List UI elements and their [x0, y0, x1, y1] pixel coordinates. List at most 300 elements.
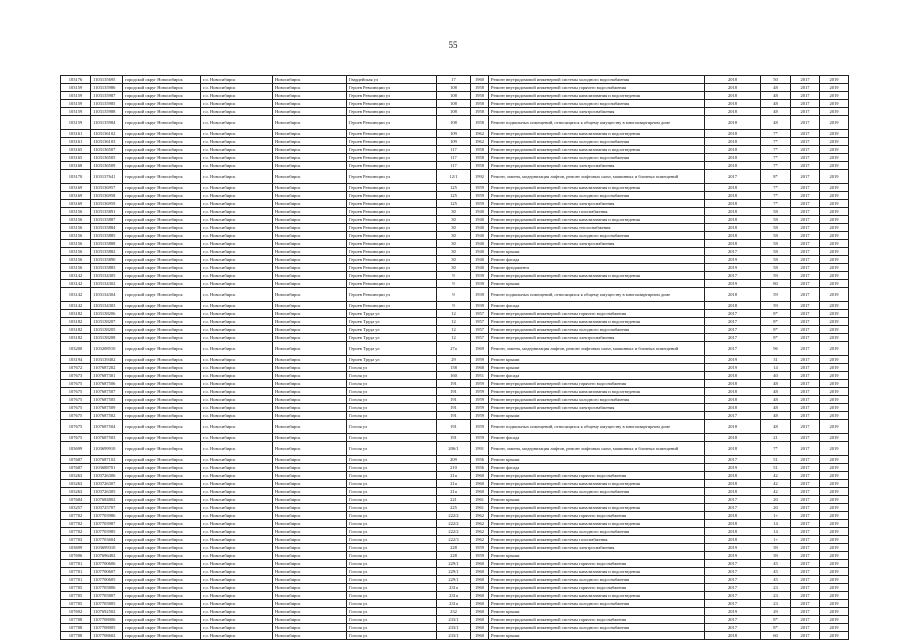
street-cell: Гоголя ул — [347, 456, 437, 464]
build-year-cell: 1959 — [471, 552, 489, 560]
value-cell: 21 — [761, 434, 791, 442]
period-start-cell: 2017 — [791, 434, 820, 442]
street-cell: Героев Революции ул — [347, 208, 437, 216]
row-number-cell: 107675 — [61, 412, 91, 420]
build-year-cell: 1960 — [471, 584, 489, 592]
municipality-cell: городской округ Новосибирск — [123, 288, 201, 302]
municipality-cell: городской округ Новосибирск — [123, 170, 201, 184]
row-number-cell: 107708 — [61, 616, 91, 624]
work-code-cell: 1107703986 — [91, 512, 123, 520]
row-number-cell: 107684 — [61, 496, 91, 504]
row-number-cell: 107705 — [61, 592, 91, 600]
work-code-cell: 1103726306 — [91, 472, 123, 480]
house-number-cell: 232 — [437, 608, 471, 616]
work-type-cell: Ремонт внутридомовой инженерной системы электроснабжения — [489, 544, 705, 552]
city-cell: Новосибирск — [273, 146, 347, 154]
table-row — [61, 404, 849, 412]
municipality-cell: городской округ Новосибирск — [123, 624, 201, 632]
settlement-cell: г.о. Новосибирск — [201, 592, 273, 600]
city-cell: Новосибирск — [273, 576, 347, 584]
table-row — [61, 496, 849, 504]
city-cell: Новосибирск — [273, 560, 347, 568]
period-end-cell: 2019 — [820, 84, 849, 92]
build-year-cell: 1968 — [471, 364, 489, 372]
work-code-cell: 1103138205 — [91, 326, 123, 334]
work-type-cell: Ремонт внутридомовой инженерной системы канализования и водоотведения — [489, 388, 705, 396]
street-cell: Героев Революции ул — [347, 138, 437, 146]
table-row — [61, 512, 849, 520]
period-start-cell: 2017 — [791, 624, 820, 632]
city-cell: Новосибирск — [273, 608, 347, 616]
period-end-cell: 2019 — [820, 280, 849, 288]
row-number-cell: 103156 — [61, 240, 91, 248]
city-cell: Новосибирск — [273, 272, 347, 280]
period-end-cell: 2019 — [820, 302, 849, 310]
table-row — [61, 412, 849, 420]
municipality-cell: городской округ Новосибирск — [123, 192, 201, 200]
planned-year-cell: 2018 — [705, 380, 761, 388]
period-end-cell: 2019 — [820, 310, 849, 318]
period-end-cell: 2019 — [820, 326, 849, 334]
value-cell: 1+ — [761, 536, 791, 544]
municipality-cell: городской округ Новосибирск — [123, 92, 201, 100]
municipality-cell: городской округ Новосибирск — [123, 456, 201, 464]
planned-year-cell: 2017 — [705, 248, 761, 256]
settlement-cell: г.о. Новосибирск — [201, 396, 273, 404]
row-number-cell: 103165 — [61, 154, 91, 162]
settlement-cell: г.о. Новосибирск — [201, 600, 273, 608]
street-cell: Гоголя ул — [347, 608, 437, 616]
settlement-cell: г.о. Новосибирск — [201, 100, 273, 108]
municipality-cell: городской округ Новосибирск — [123, 584, 201, 592]
settlement-cell: г.о. Новосибирск — [201, 488, 273, 496]
settlement-cell: г.о. Новосибирск — [201, 232, 273, 240]
house-number-cell: 233/1 — [437, 616, 471, 624]
period-start-cell: 2017 — [791, 412, 820, 420]
table-row — [61, 200, 849, 208]
value-cell: 48 — [761, 92, 791, 100]
house-number-cell: 30 — [437, 232, 471, 240]
work-type-cell: Ремонт внутридомовой инженерной системы холодного водоснабжения — [489, 192, 705, 200]
work-code-cell: 1107700605 — [91, 576, 123, 584]
period-start-cell: 2017 — [791, 592, 820, 600]
city-cell: Новосибирск — [273, 108, 347, 116]
work-type-cell: Ремонт крыши — [489, 552, 705, 560]
work-code-cell: 1103135988 — [91, 108, 123, 116]
period-start-cell: 2017 — [791, 544, 820, 552]
municipality-cell: городской округ Новосибирск — [123, 528, 201, 536]
table-row — [61, 318, 849, 326]
municipality-cell: городской округ Новосибирск — [123, 412, 201, 420]
municipality-cell: городской округ Новосибирск — [123, 130, 201, 138]
period-start-cell: 2017 — [791, 288, 820, 302]
municipality-cell: городской округ Новосибирск — [123, 372, 201, 380]
work-code-cell: 1103134305 — [91, 272, 123, 280]
row-number-cell: 103169 — [61, 192, 91, 200]
city-cell: Новосибирск — [273, 76, 347, 84]
planned-year-cell: 2018 — [705, 434, 761, 442]
work-type-cell: Ремонт внутридомовой инженерной системы электроснабжения — [489, 240, 705, 248]
municipality-cell: городской округ Новосибирск — [123, 488, 201, 496]
street-cell: Гоголя ул — [347, 472, 437, 480]
city-cell: Новосибирск — [273, 310, 347, 318]
street-cell: Гоголя ул — [347, 616, 437, 624]
house-number-cell: 109 — [437, 130, 471, 138]
work-type-cell: Ремонт крыши — [489, 248, 705, 256]
period-end-cell: 2019 — [820, 100, 849, 108]
city-cell: Новосибирск — [273, 84, 347, 92]
build-year-cell: 1940 — [471, 208, 489, 216]
period-start-cell: 2017 — [791, 520, 820, 528]
table-row — [61, 76, 849, 84]
row-number-cell: 107702 — [61, 520, 91, 528]
build-year-cell: 1961 — [471, 504, 489, 512]
period-end-cell: 2019 — [820, 480, 849, 488]
municipality-cell: городской округ Новосибирск — [123, 108, 201, 116]
table-body — [61, 76, 849, 640]
city-cell: Новосибирск — [273, 600, 347, 608]
work-type-cell: Ремонт внутридомовой инженерной системы канализования и водоотведения — [489, 318, 705, 326]
work-code-cell: 1103137641 — [91, 170, 123, 184]
build-year-cell: 1960 — [471, 568, 489, 576]
build-year-cell: 1960 — [471, 608, 489, 616]
work-type-cell: Ремонт внутридомовой инженерной системы горячего водоснабжения — [489, 584, 705, 592]
city-cell: Новосибирск — [273, 488, 347, 496]
build-year-cell: 1959 — [471, 404, 489, 412]
house-number-cell: 231а — [437, 600, 471, 608]
period-end-cell: 2019 — [820, 456, 849, 464]
settlement-cell: г.о. Новосибирск — [201, 248, 273, 256]
table-row — [61, 480, 849, 488]
build-year-cell: 1940 — [471, 256, 489, 264]
work-type-cell: Ремонт внутридомовой инженерной системы холодного водоснабжения — [489, 488, 705, 496]
build-year-cell: 1960 — [471, 576, 489, 584]
city-cell: Новосибирск — [273, 302, 347, 310]
house-number-cell: 17 — [437, 76, 471, 84]
street-cell: Героев Революции ул — [347, 264, 437, 272]
city-cell: Новосибирск — [273, 208, 347, 216]
city-cell: Новосибирск — [273, 356, 347, 364]
street-cell: Гоголя ул — [347, 568, 437, 576]
period-start-cell: 2017 — [791, 442, 820, 456]
settlement-cell: г.о. Новосибирск — [201, 464, 273, 472]
settlement-cell: г.о. Новосибирск — [201, 528, 273, 536]
city-cell: Новосибирск — [273, 520, 347, 528]
house-number-cell: 125 — [437, 184, 471, 192]
house-number-cell: 12/1 — [437, 170, 471, 184]
settlement-cell: г.о. Новосибирск — [201, 560, 273, 568]
value-cell: 20 — [761, 504, 791, 512]
work-type-cell: Ремонт внутридомовой инженерной системы канализования и водоотведения — [489, 504, 705, 512]
work-type-cell: Ремонт внутридомовой инженерной системы холодного водоснабжения — [489, 154, 705, 162]
work-type-cell: Ремонт внутридомовой инженерной системы холодного водоснабжения — [489, 76, 705, 84]
municipality-cell: городской округ Новосибирск — [123, 536, 201, 544]
street-cell: Гоголя ул — [347, 528, 437, 536]
planned-year-cell: 2018 — [705, 372, 761, 380]
house-number-cell: 206/1 — [437, 442, 471, 456]
period-start-cell: 2017 — [791, 100, 820, 108]
build-year-cell: 1957 — [471, 310, 489, 318]
house-number-cell: 30 — [437, 240, 471, 248]
street-cell: Гоголя ул — [347, 364, 437, 372]
municipality-cell: городской округ Новосибирск — [123, 396, 201, 404]
settlement-cell: г.о. Новосибирск — [201, 272, 273, 280]
value-cell: 8* — [761, 318, 791, 326]
municipality-cell: городской округ Новосибирск — [123, 544, 201, 552]
street-cell: Героев Революции ул — [347, 240, 437, 248]
value-cell: 60 — [761, 632, 791, 640]
value-cell: 42 — [761, 480, 791, 488]
municipality-cell: городской округ Новосибирск — [123, 442, 201, 456]
city-cell: Новосибирск — [273, 420, 347, 434]
street-cell: Героев Революции ул — [347, 192, 437, 200]
build-year-cell: 1958 — [471, 146, 489, 154]
street-cell: Героев Революции ул — [347, 170, 437, 184]
planned-year-cell: 2018 — [705, 138, 761, 146]
row-number-cell: 103142 — [61, 280, 91, 288]
planned-year-cell: 2017 — [705, 334, 761, 342]
build-year-cell: 1960 — [471, 624, 489, 632]
work-code-cell: 1103135888 — [91, 240, 123, 248]
house-number-cell: 229/1 — [437, 568, 471, 576]
work-type-cell: Ремонт внутридомовой инженерной системы электроснабжения — [489, 108, 705, 116]
period-end-cell: 2019 — [820, 76, 849, 84]
period-end-cell: 2019 — [820, 208, 849, 216]
table-row — [61, 92, 849, 100]
build-year-cell: 1939 — [471, 280, 489, 288]
table-row — [61, 464, 849, 472]
work-code-cell: 1107700607 — [91, 568, 123, 576]
city-cell: Новосибирск — [273, 248, 347, 256]
settlement-cell: г.о. Новосибирск — [201, 92, 273, 100]
period-start-cell: 2017 — [791, 488, 820, 496]
period-end-cell: 2019 — [820, 334, 849, 342]
work-code-cell: 1103136102 — [91, 130, 123, 138]
settlement-cell: г.о. Новосибирск — [201, 84, 273, 92]
table-row — [61, 576, 849, 584]
value-cell: 96 — [761, 342, 791, 356]
planned-year-cell: 2018 — [705, 76, 761, 84]
house-number-cell: 117 — [437, 154, 471, 162]
value-cell: 80 — [761, 280, 791, 288]
street-cell: Героев Труда ул — [347, 342, 437, 356]
street-cell: Гоголя ул — [347, 412, 437, 420]
row-number-cell: 103168 — [61, 162, 91, 170]
period-start-cell: 2017 — [791, 130, 820, 138]
work-type-cell: Ремонт внутридомовой инженерной системы электроснабжения — [489, 404, 705, 412]
settlement-cell: г.о. Новосибирск — [201, 544, 273, 552]
city-cell: Новосибирск — [273, 138, 347, 146]
period-start-cell: 2017 — [791, 146, 820, 154]
period-end-cell: 2019 — [820, 512, 849, 520]
row-number-cell: 103170 — [61, 170, 91, 184]
street-cell: Гоголя ул — [347, 536, 437, 544]
city-cell: Новосибирск — [273, 224, 347, 232]
planned-year-cell: 2019 — [705, 544, 761, 552]
row-number-cell: 107708 — [61, 624, 91, 632]
work-type-cell: Ремонт внутридомовой инженерной системы горячего водоснабжения — [489, 310, 705, 318]
build-year-cell: 1959 — [471, 544, 489, 552]
build-year-cell: 1959 — [471, 356, 489, 364]
period-start-cell: 2017 — [791, 264, 820, 272]
municipality-cell: городской округ Новосибирск — [123, 116, 201, 130]
street-cell: Гоголя ул — [347, 404, 437, 412]
city-cell: Новосибирск — [273, 536, 347, 544]
city-cell: Новосибирск — [273, 568, 347, 576]
table-row — [61, 302, 849, 310]
municipality-cell: городской округ Новосибирск — [123, 256, 201, 264]
house-number-cell: 30 — [437, 208, 471, 216]
period-end-cell: 2019 — [820, 552, 849, 560]
row-number-cell: 103159 — [61, 100, 91, 108]
value-cell: 58 — [761, 256, 791, 264]
planned-year-cell: 2018 — [705, 404, 761, 412]
value-cell: 48 — [761, 116, 791, 130]
row-number-cell: 103159 — [61, 108, 91, 116]
build-year-cell: 1959 — [471, 412, 489, 420]
period-end-cell: 2019 — [820, 146, 849, 154]
house-number-cell: 21а — [437, 472, 471, 480]
period-end-cell: 2019 — [820, 170, 849, 184]
period-end-cell: 2019 — [820, 488, 849, 496]
work-type-cell: Ремонт подвальных помещений, относящихся к общему имуществу в многоквартирном доме — [489, 288, 705, 302]
value-cell: 7* — [761, 200, 791, 208]
row-number-cell: 107708 — [61, 632, 91, 640]
work-code-cell: 1103699910 — [91, 442, 123, 456]
planned-year-cell: 2019 — [705, 280, 761, 288]
build-year-cell: 1991 — [471, 442, 489, 456]
house-number-cell: 12 — [437, 318, 471, 326]
period-start-cell: 2017 — [791, 318, 820, 326]
house-number-cell: 225 — [437, 504, 471, 512]
street-cell: Гоголя ул — [347, 380, 437, 388]
city-cell: Новосибирск — [273, 388, 347, 396]
city-cell: Новосибирск — [273, 442, 347, 456]
municipality-cell: городской округ Новосибирск — [123, 520, 201, 528]
work-code-cell: 1103135884 — [91, 224, 123, 232]
period-start-cell: 2017 — [791, 388, 820, 396]
table-row — [61, 520, 849, 528]
work-type-cell: Ремонт внутридомовой инженерной системы канализования и водоотведения — [489, 216, 705, 224]
table-row — [61, 108, 849, 116]
period-start-cell: 2017 — [791, 108, 820, 116]
planned-year-cell: 2018 — [705, 130, 761, 138]
work-type-cell: Ремонт внутридомовой инженерной системы холодного водоснабжения — [489, 396, 705, 404]
table-row — [61, 504, 849, 512]
period-end-cell: 2019 — [820, 624, 849, 632]
row-number-cell: 103156 — [61, 256, 91, 264]
street-cell: Героев Революции ул — [347, 256, 437, 264]
build-year-cell: 1959 — [471, 192, 489, 200]
table-row — [61, 420, 849, 434]
planned-year-cell: 2019 — [705, 264, 761, 272]
table-row — [61, 170, 849, 184]
municipality-cell: городской округ Новосибирск — [123, 480, 201, 488]
municipality-cell: городской округ Новосибирск — [123, 280, 201, 288]
work-code-cell: 1103136507 — [91, 146, 123, 154]
table-row — [61, 280, 849, 288]
planned-year-cell: 2017 — [705, 624, 761, 632]
period-end-cell: 2019 — [820, 318, 849, 326]
build-year-cell: 1939 — [471, 302, 489, 310]
settlement-cell: г.о. Новосибирск — [201, 380, 273, 388]
value-cell: 1+ — [761, 512, 791, 520]
settlement-cell: г.о. Новосибирск — [201, 216, 273, 224]
table-row — [61, 216, 849, 224]
work-code-cell: 1103136509 — [91, 162, 123, 170]
period-end-cell: 2019 — [820, 154, 849, 162]
planned-year-cell: 2018 — [705, 520, 761, 528]
settlement-cell: г.о. Новосибирск — [201, 318, 273, 326]
work-type-cell: Ремонт фасада — [489, 464, 705, 472]
municipality-cell: городской округ Новосибирск — [123, 600, 201, 608]
municipality-cell: городской округ Новосибирск — [123, 154, 201, 162]
period-start-cell: 2017 — [791, 600, 820, 608]
house-number-cell: 191 — [437, 434, 471, 442]
work-code-cell: 1107705807 — [91, 592, 123, 600]
row-number-cell: 103182 — [61, 310, 91, 318]
city-cell: Новосибирск — [273, 364, 347, 372]
street-cell: Героев Революции ул — [347, 216, 437, 224]
value-cell: 48 — [761, 380, 791, 388]
work-code-cell: 1103208510 — [91, 342, 123, 356]
work-type-cell: Ремонт внутридомовой инженерной системы газоснабжения — [489, 536, 705, 544]
planned-year-cell: 2018 — [705, 512, 761, 520]
period-end-cell: 2019 — [820, 520, 849, 528]
period-start-cell: 2017 — [791, 224, 820, 232]
value-cell: 7* — [761, 138, 791, 146]
street-cell: Гоголя ул — [347, 552, 437, 560]
house-number-cell: 30 — [437, 248, 471, 256]
row-number-cell: 103156 — [61, 216, 91, 224]
work-code-cell: 1107705805 — [91, 600, 123, 608]
planned-year-cell: 2019 — [705, 256, 761, 264]
planned-year-cell: 2018 — [705, 480, 761, 488]
planned-year-cell: 2017 — [705, 576, 761, 584]
work-code-cell: 1107708602 — [91, 632, 123, 640]
street-cell: Гвардейская ул — [347, 76, 437, 84]
period-end-cell: 2019 — [820, 404, 849, 412]
table-row — [61, 184, 849, 192]
work-type-cell: Ремонт крыши — [489, 632, 705, 640]
period-start-cell: 2017 — [791, 560, 820, 568]
settlement-cell: г.о. Новосибирск — [201, 632, 273, 640]
planned-year-cell: 2018 — [705, 302, 761, 310]
work-code-cell: 1107687502 — [91, 412, 123, 420]
planned-year-cell: 2017 — [705, 272, 761, 280]
period-start-cell: 2017 — [791, 280, 820, 288]
city-cell: Новосибирск — [273, 372, 347, 380]
build-year-cell: 1962 — [471, 528, 489, 536]
planned-year-cell: 2018 — [705, 536, 761, 544]
house-number-cell: 229/1 — [437, 560, 471, 568]
house-number-cell: 160 — [437, 372, 471, 380]
work-type-cell: Ремонт, замена, модернизация лифтов, ремонт лифтовых шахт, машинных и блочных помещений — [489, 442, 705, 456]
work-type-cell: Ремонт внутридомовой инженерной системы холодного водоснабжения — [489, 528, 705, 536]
planned-year-cell: 2017 — [705, 456, 761, 464]
house-number-cell: 9 — [437, 280, 471, 288]
value-cell: 7* — [761, 130, 791, 138]
municipality-cell: городской округ Новосибирск — [123, 146, 201, 154]
work-type-cell: Ремонт внутридомовой инженерной системы канализования и водоотведения — [489, 130, 705, 138]
house-number-cell: 222/3 — [437, 536, 471, 544]
city-cell: Новосибирск — [273, 192, 347, 200]
house-number-cell: 191 — [437, 404, 471, 412]
period-start-cell: 2017 — [791, 184, 820, 192]
table-row — [61, 544, 849, 552]
planned-year-cell: 2018 — [705, 388, 761, 396]
city-cell: Новосибирск — [273, 264, 347, 272]
